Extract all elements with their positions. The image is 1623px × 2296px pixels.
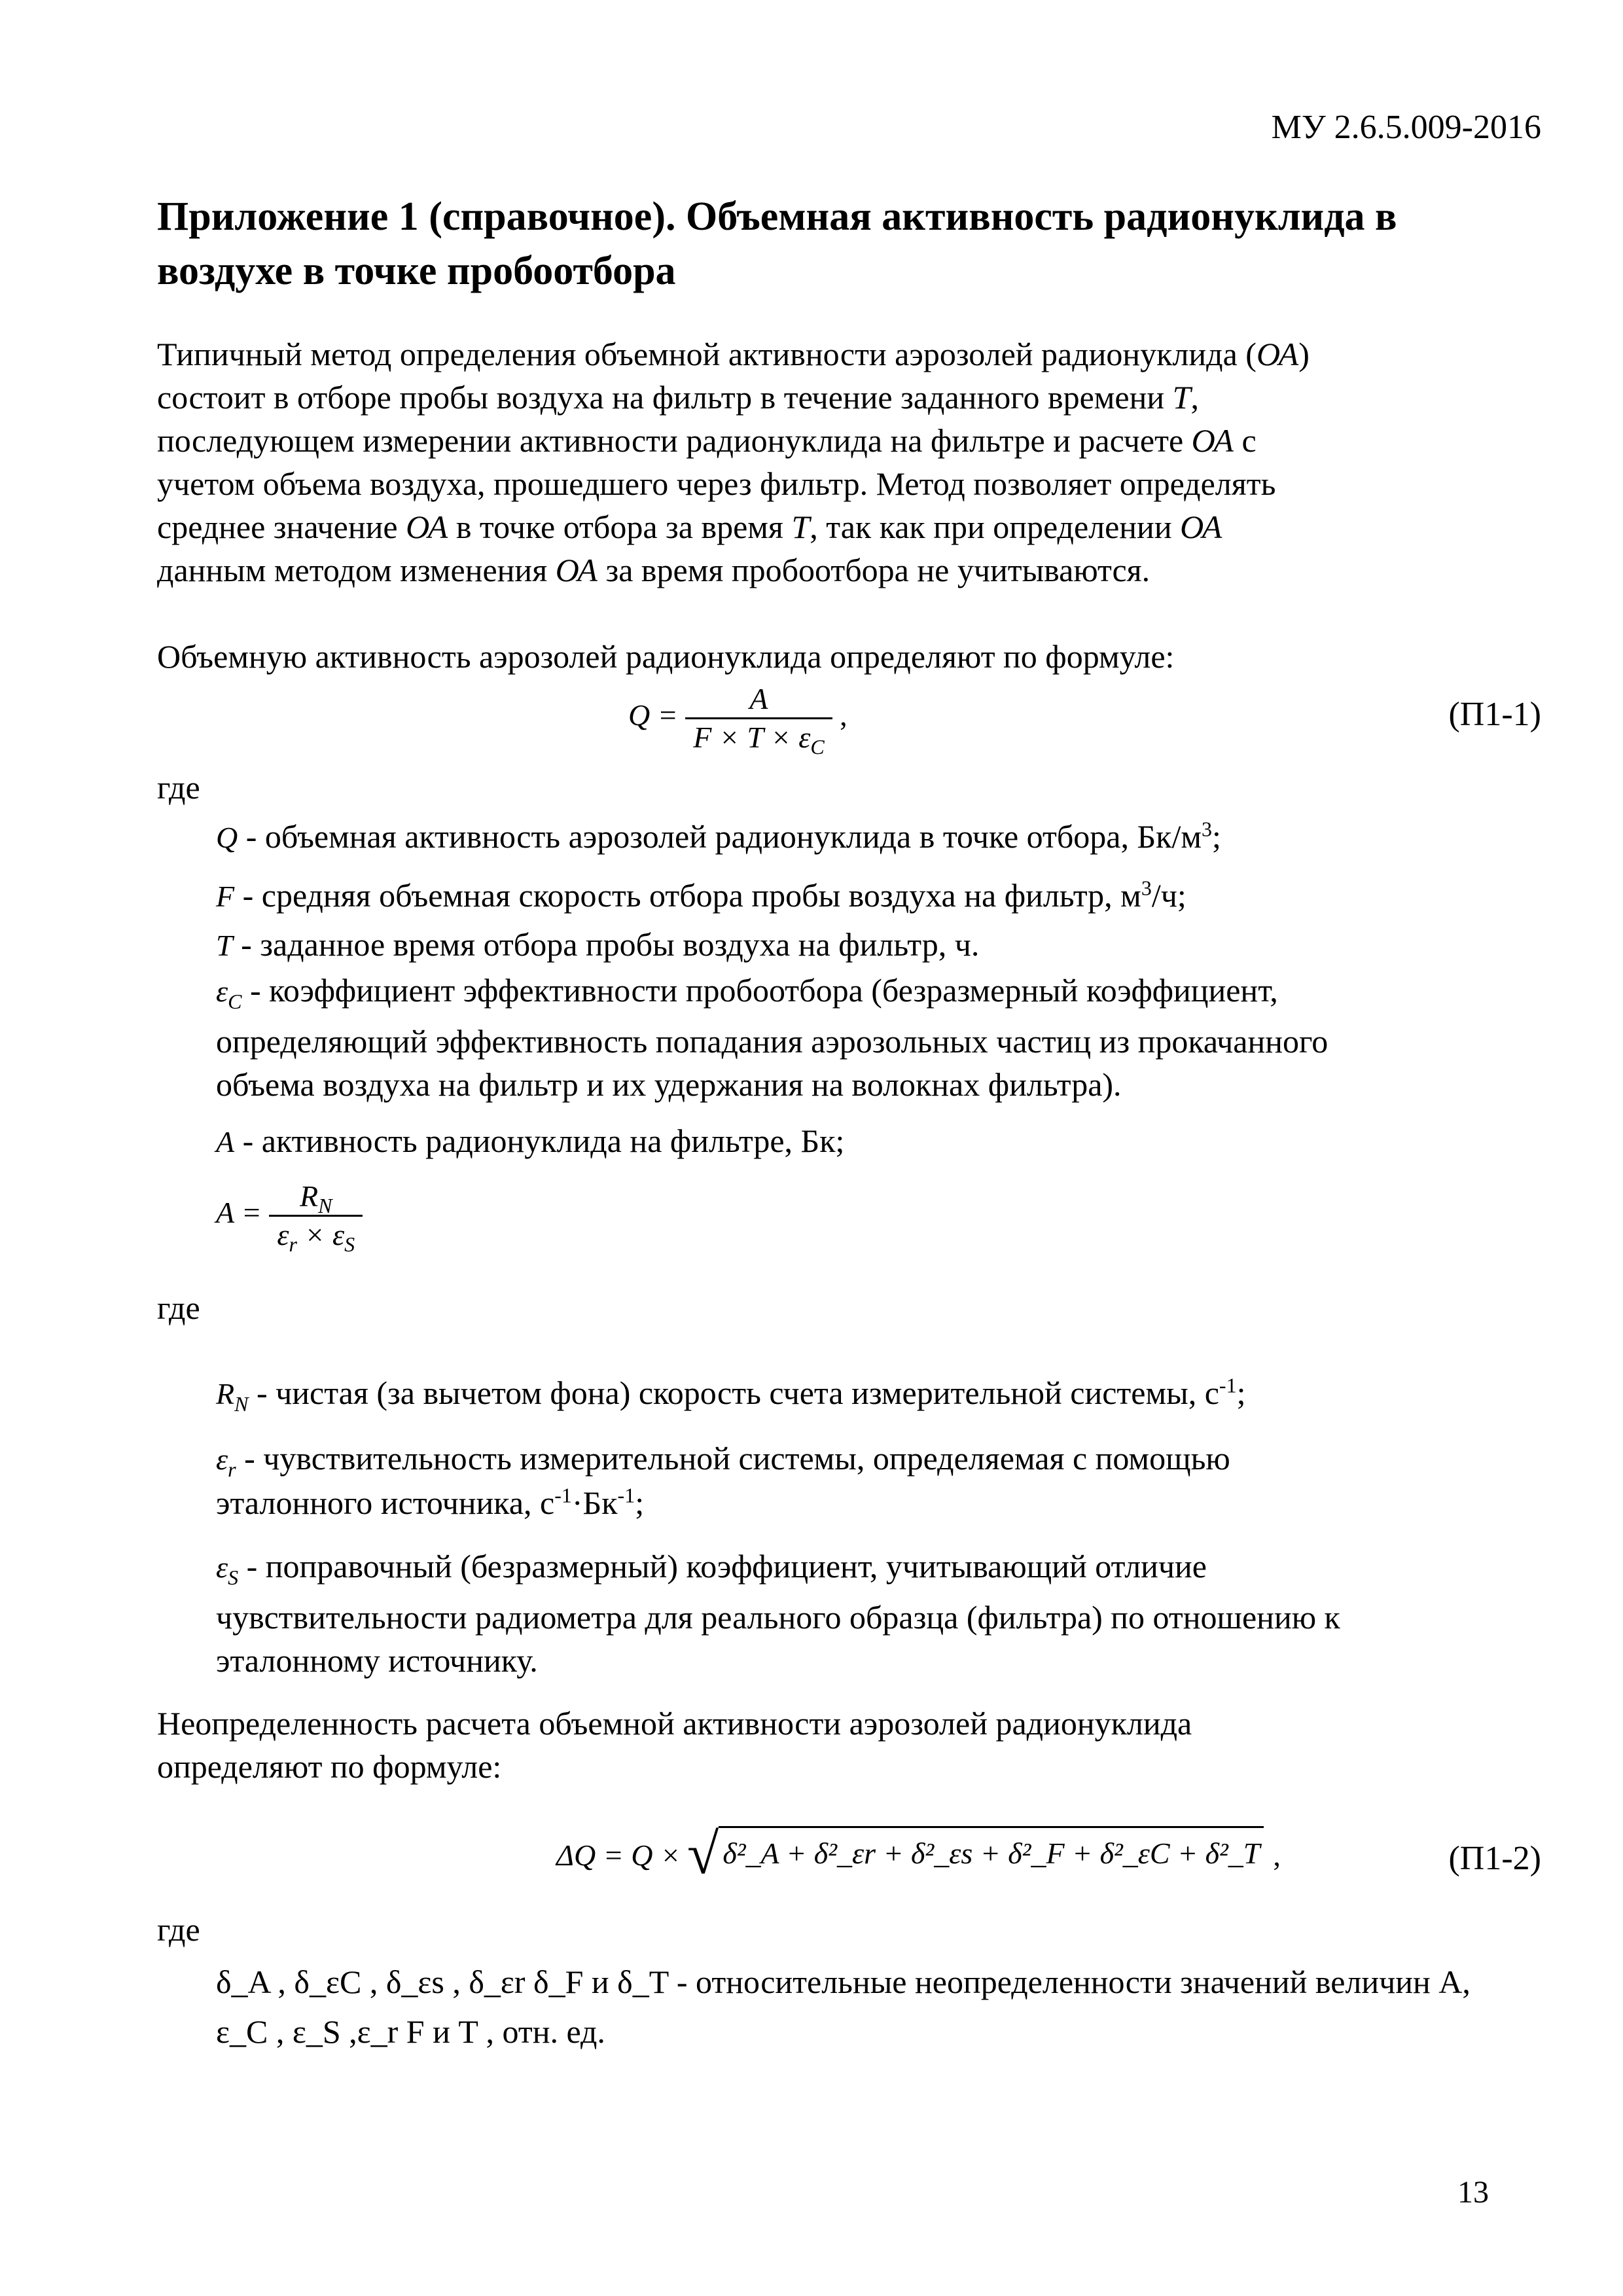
intro-line-4: учетом объема воздуха, прошедшего через фильтр. Метод позволяет определять [157, 465, 1276, 502]
intro-line-1: Типичный метод определения объемной активности аэрозолей радионуклида (ОА) [157, 336, 1310, 372]
formula-1-intro: Объемную активность аэрозолей радионуклида определяют по формуле: [157, 638, 1175, 675]
sqrt-sign-icon: √ [687, 1823, 719, 1886]
intro-line-3: последующем измерении активности радионуклида на фильтре и расчете ОА с [157, 422, 1257, 459]
intro-line-6: данным методом изменения ОА за время пробоотбора не учитываются. [157, 552, 1150, 588]
page-number: 13 [1457, 2175, 1489, 2210]
intro-paragraph [157, 332, 1544, 592]
formula-a-fraction: $\frac{R_N}{\varepsilon_r \times \varepsilon_S}$ [269, 1178, 363, 1253]
def-epsilon-s: $\varepsilon_S$ - поправочный (безразмерный) коэффициент, учитывающий отличие чувствительности радиометра для реального образца (фильтра) по отношению к эталонному источнику. [216, 1548, 1340, 1679]
formula-1-fraction: $\frac{A}{F \times T \times \varepsilon_C}$ [685, 681, 832, 756]
uncertainty-intro: Неопределенность расчета объемной активности аэрозолей радионуклида определяют по формуле: [157, 1705, 1192, 1785]
def-f: F - средняя объемная скорость отбора пробы воздуха на фильтр, $м^3/ч$; [216, 876, 1186, 914]
formula-1: Q = $\frac{A}{F \times T \times \varepsilon_C}$ , [628, 682, 847, 759]
def-epsilon-c: $\varepsilon_C$ - коэффициент эффективности пробоотбора (безразмерный коэффициент, определяющий эффективность попадания аэрозольных частиц из прокачанного объема воздуха на фильтр и их удержания на волокнах фильтра). [216, 972, 1329, 1103]
intro-line-2: состоит в отборе пробы воздуха на фильтр в течение заданного времени Т, [157, 379, 1199, 416]
def-a: A - активность радионуклида на фильтре, Бк; [216, 1122, 845, 1159]
formula-2: ΔQ = Q × √ δ²_A + δ²_εr + δ²_εs + δ²_F + δ²_εC + δ²_T , [556, 1823, 1281, 1886]
def-deltas: δ_A , δ_εC , δ_εs , δ_εr δ_F и δ_T - относительные неопределенности значений величин A, ε_C , ε_S ,ε_r F и T , отн. ед. [216, 1964, 1471, 2050]
appendix-heading: Приложение 1 (справочное). Объемная активность радионуклида в воздухе в точке пробоотбора [157, 194, 1397, 293]
equation-number-1: (П1-1) [1448, 696, 1541, 733]
def-t: T - заданное время отбора пробы воздуха на фильтр, ч. [216, 926, 980, 963]
formula-a: A = $\frac{R_N}{\varepsilon_r \times \varepsilon_S}$ [216, 1178, 363, 1253]
sqrt-expression: √ δ²_A + δ²_εr + δ²_εs + δ²_F + δ²_εC + δ²_T [687, 1826, 1264, 1884]
def-epsilon-r: $\varepsilon_r$ - чувствительность измерительной системы, определяемая с помощью эталонного источника, $с^{-1}\cdot Бк^{-1}$; [216, 1440, 1230, 1521]
where-label-2: где [157, 1289, 200, 1326]
equation-number-2: (П1-2) [1448, 1840, 1541, 1877]
document-code: МУ 2.6.5.009-2016 [1271, 109, 1541, 146]
where-label-3: где [157, 1911, 200, 1948]
def-rn: $R_N$ - чистая (за вычетом фона) скорость счета измерительной системы, $с^{-1}$; [216, 1373, 1246, 1416]
where-label-1: где [157, 769, 200, 806]
def-q: Q - объемная активность аэрозолей радионуклида в точке отбора, $Бк/м^3$; [216, 817, 1221, 855]
intro-line-5: среднее значение ОА в точке отбора за время T, так как при определении ОА [157, 509, 1222, 545]
